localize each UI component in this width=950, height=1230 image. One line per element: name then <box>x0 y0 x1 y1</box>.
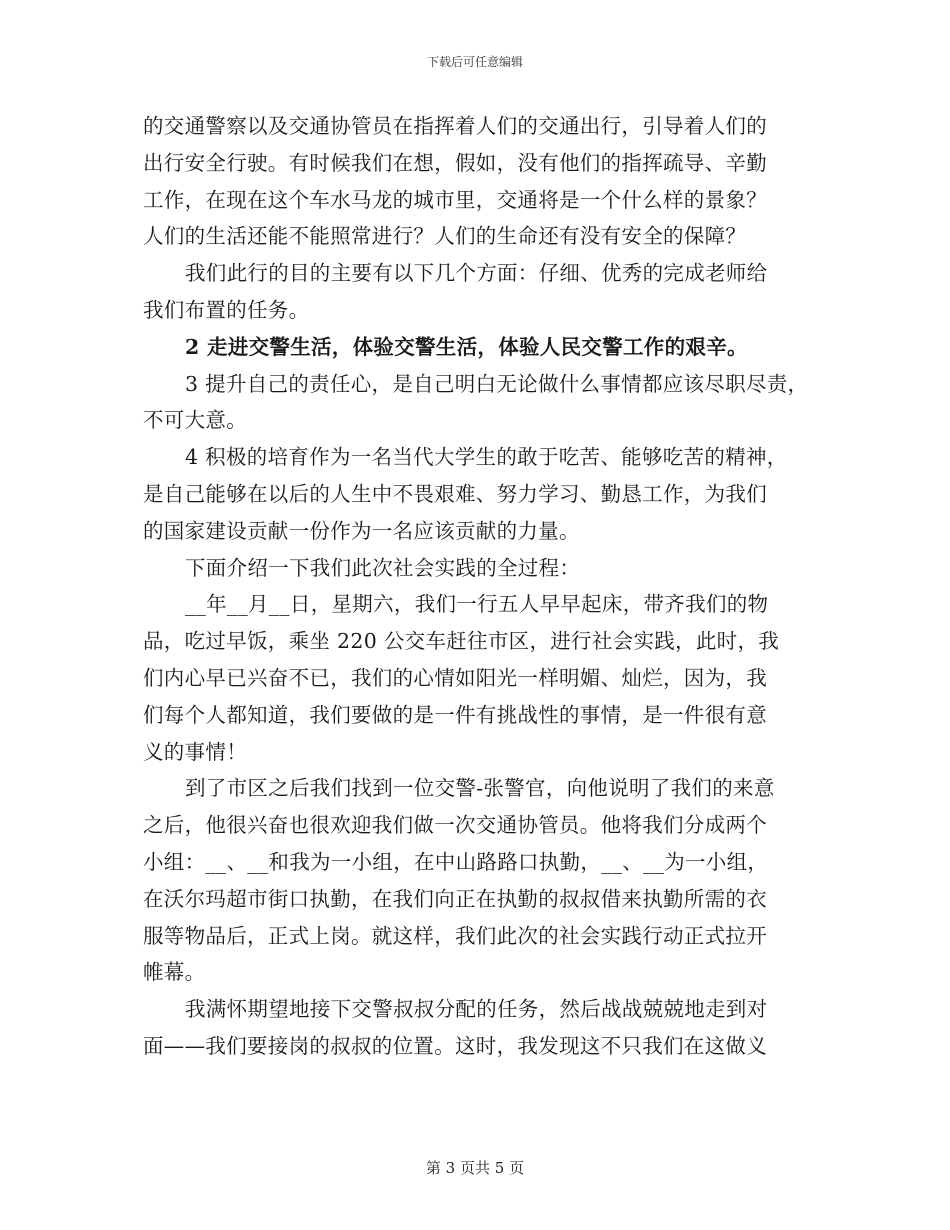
bold-text-line: 2 走进交警生活，体验交警生活，体验人民交警工作的艰辛。 <box>185 334 748 359</box>
page-footer: 第 3 页共 5 页 <box>425 1159 525 1177</box>
page-header: 下载后可任意编辑 <box>426 55 523 69</box>
text-line: __年__月__日，星期六，我们一行五人早早起床，带齐我们的物 <box>185 592 769 617</box>
document-body <box>143 108 823 1065</box>
text-line: 们内心早已兴奋不已，我们的心情如阳光一样明媚、灿烂，因为，我 <box>143 665 767 690</box>
text-line: 工作，在现在这个车水马龙的城市里，交通将是一个什么样的景象？ <box>143 187 767 212</box>
text-line: 我们布置的任务。 <box>143 297 310 322</box>
text-line: 是自己能够在以后的人生中不畏艰难、努力学习、勤恳工作，为我们 <box>143 481 767 506</box>
text-line: 下面介绍一下我们此次社会实践的全过程： <box>185 555 581 580</box>
text-line: 服等物品后，正式上岗。就这样，我们此次的社会实践行动正式拉开 <box>143 923 767 948</box>
text-line: 不可大意。 <box>143 408 247 433</box>
text-line: 的国家建设贡献一份作为一名应该贡献的力量。 <box>143 518 580 543</box>
text-line: 到了市区之后我们找到一位交警-张警官，向他说明了我们的来意 <box>185 776 775 801</box>
text-line: 们每个人都知道，我们要做的是一件有挑战性的事情，是一件很有意 <box>143 702 767 727</box>
text-line: 的交通警察以及交通协管员在指挥着人们的交通出行，引导着人们的 <box>143 114 767 138</box>
text-line: 在沃尔玛超市街口执勤，在我们向正在执勤的叔叔借来执勤所需的衣 <box>143 886 767 911</box>
text-line: 3 提升自己的责任心，是自己明白无论做什么事情都应该尽职尽责， <box>185 371 809 396</box>
text-line: 我满怀期望地接下交警叔叔分配的任务，然后战战兢兢地走到对 <box>185 997 768 1022</box>
text-line: 品，吃过早饭，乘坐 220 公交车赶往市区，进行社会实践，此时，我 <box>143 629 780 654</box>
text-line: 帷幕。 <box>143 960 206 985</box>
text-line: 我们此行的目的主要有以下几个方面：仔细、优秀的完成老师给 <box>185 261 768 286</box>
text-line: 义的事情！ <box>143 739 247 764</box>
text-line: 4 积极的培育作为一名当代大学生的敢于吃苦、能够吃苦的精神， <box>185 445 788 470</box>
text-line: 面——我们要接岗的叔叔的位置。这时，我发现这不只我们在这做义 <box>143 1033 767 1058</box>
text-line: 之后，他很兴奋也很欢迎我们做一次交通协管员。他将我们分成两个 <box>143 813 767 838</box>
text-line: 小组：__、__和我为一小组，在中山路路口执勤，__、__为一小组， <box>143 849 769 874</box>
text-line: 出行安全行驶。有时候我们在想，假如，没有他们的指挥疏导、辛勤 <box>143 150 767 175</box>
text-line: 人们的生活还能不能照常进行？人们的生命还有没有安全的保障？ <box>143 224 747 249</box>
